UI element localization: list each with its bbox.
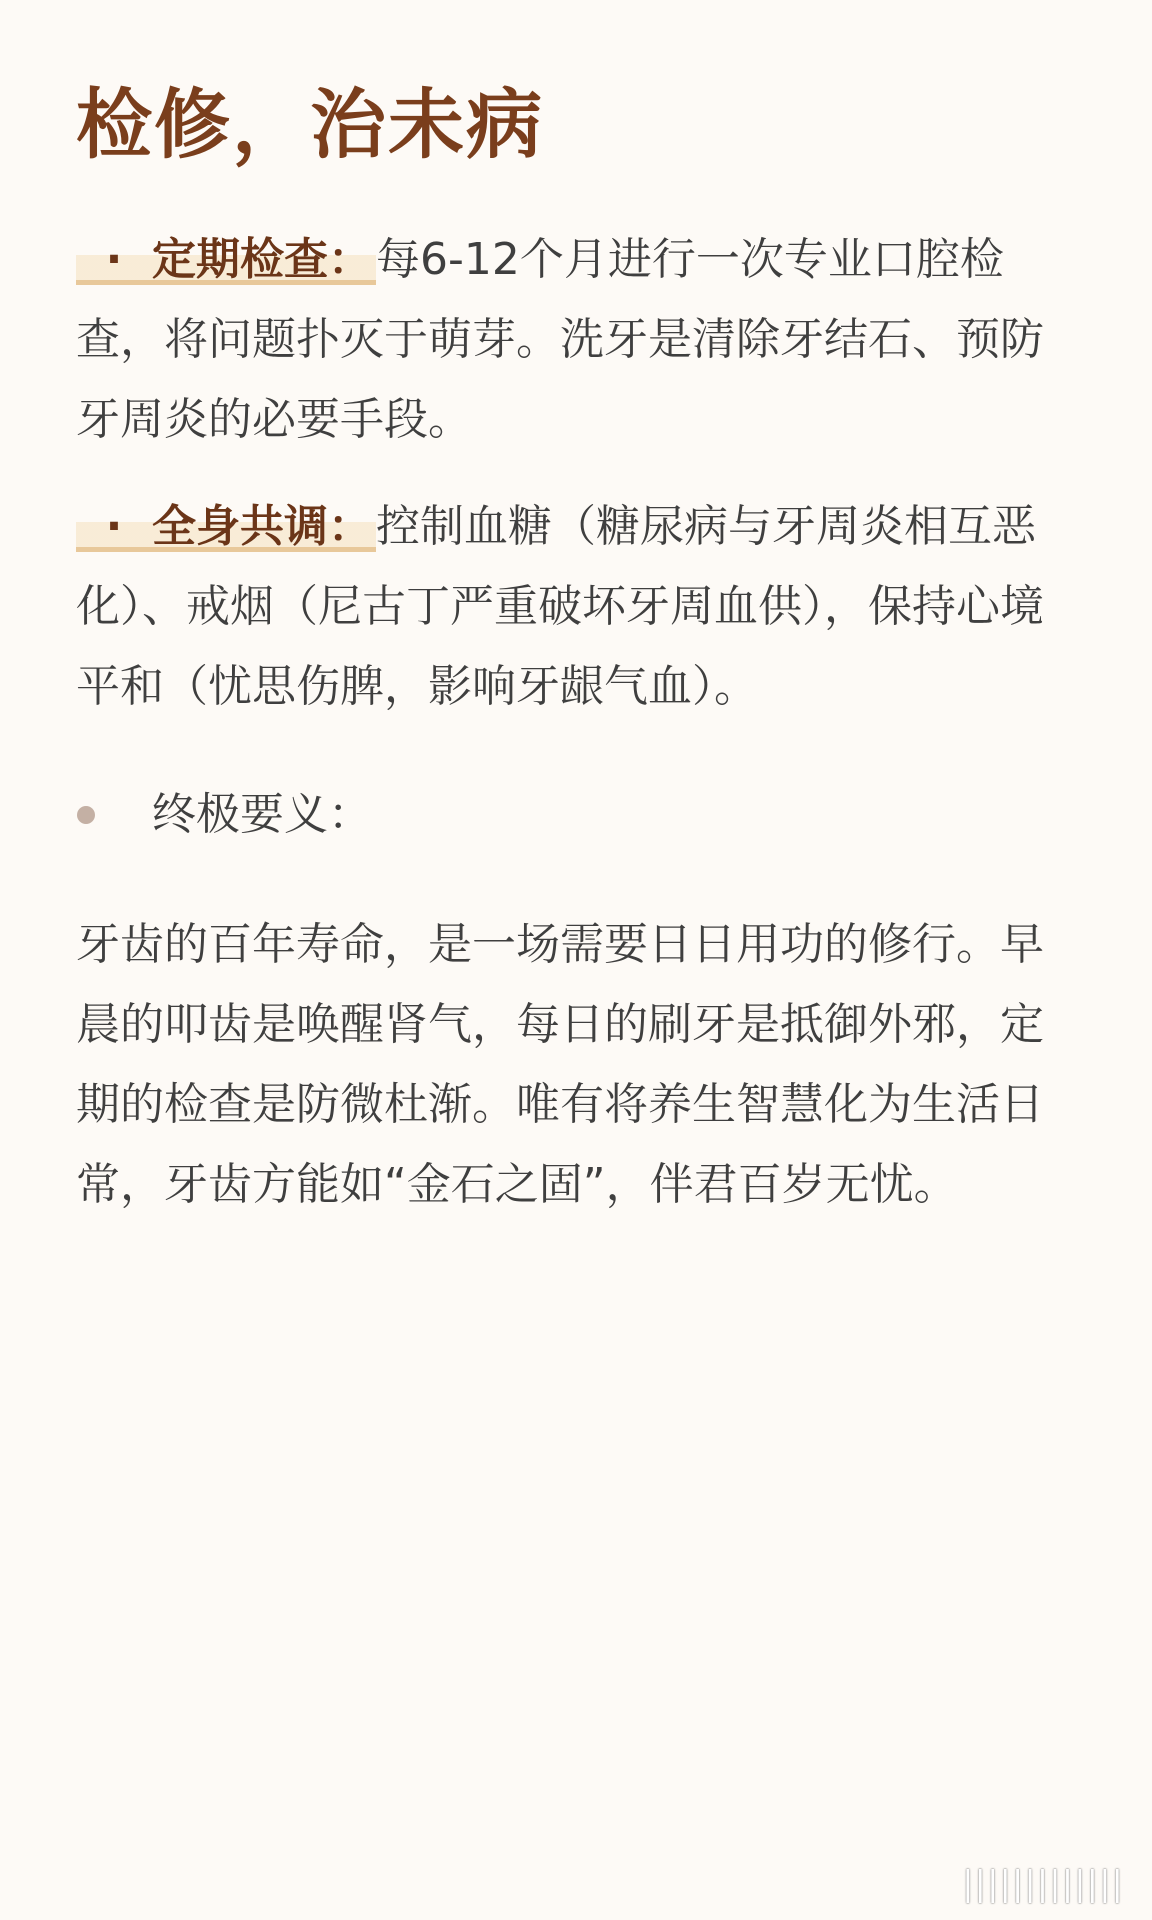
item-whole-body <box>76 487 1076 727</box>
item-label-highlight <box>76 501 376 552</box>
item-label-highlight <box>76 234 376 285</box>
item-text: 控制血糖（糖尿病与牙周炎相互恶化）、戒烟（尼古丁严重破坏牙周血供），保持心境平和（忧思伤脾，影响牙龈气血）。 <box>76 501 1044 712</box>
item-label: 全身共调： <box>152 501 372 552</box>
item-bullet: · <box>105 501 123 552</box>
conclusion-label: 终极要义： <box>152 789 372 840</box>
watermark: ||||||||||||| <box>962 1864 1124 1904</box>
conclusion-heading <box>76 775 372 855</box>
section-title: 检修，治未病 <box>76 80 544 169</box>
item-label: 定期检查： <box>152 234 372 285</box>
item-bullet: · <box>105 234 123 285</box>
item-text: 每6-12个月进行一次专业口腔检查，将问题扑灭于萌芽。洗牙是清除牙结石、预防牙周炎的必要手段。 <box>76 234 1044 445</box>
conclusion-paragraph: 牙齿的百年寿命，是一场需要日日用功的修行。早晨的叩齿是唤醒肾气，每日的刷牙是抵御外邪，定期的检查是防微杜渐。唯有将养生智慧化为生活日常，牙齿方能如“金石之固”，伴君百岁无忧。 <box>76 919 1044 1210</box>
item-regular-checkup <box>76 220 1076 460</box>
bullet-dot-icon <box>77 806 95 824</box>
